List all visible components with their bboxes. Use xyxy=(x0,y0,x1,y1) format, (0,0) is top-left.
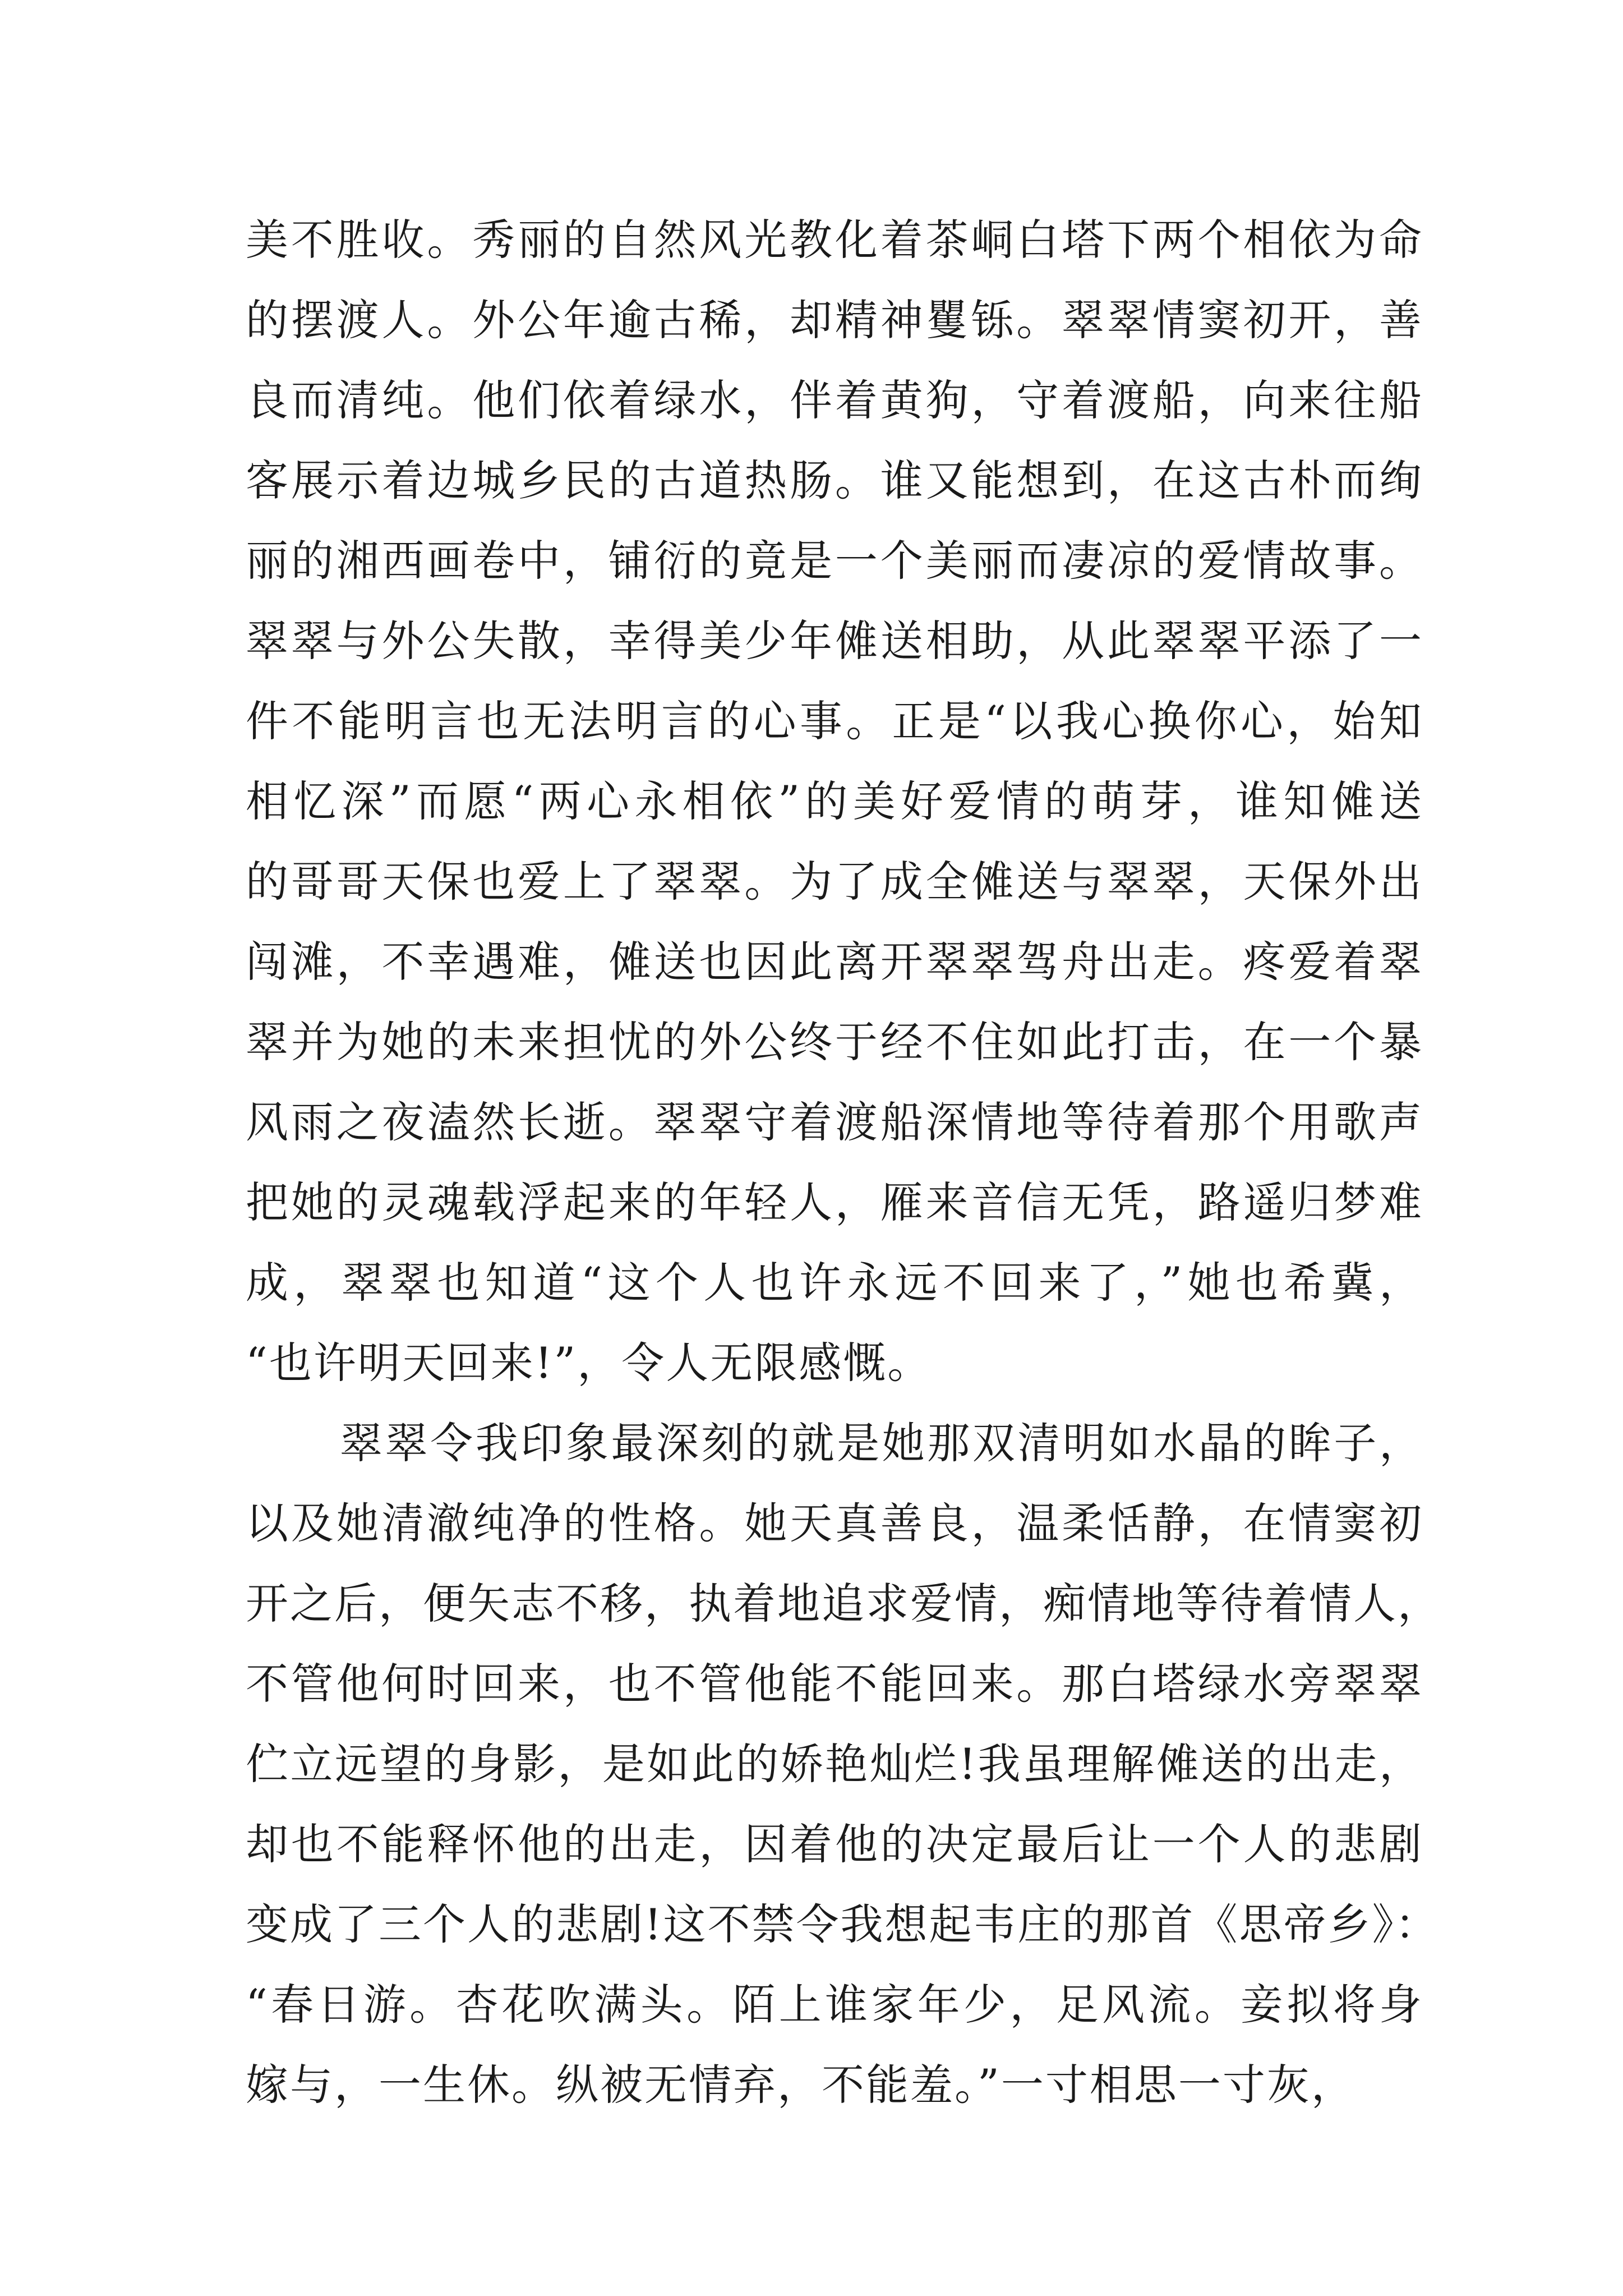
text-line: 丽的湘西画卷中，铺衍的竟是一个美丽而凄凉的爱情故事。 xyxy=(246,536,1423,586)
text-line: 风雨之夜溘然长逝。翠翠守着渡船深情地等待着那个用歌声 xyxy=(246,1097,1423,1147)
text-line: 不管他何时回来，也不管他能不能回来。那白塔绿水旁翠翠 xyxy=(246,1659,1423,1709)
text-line: 相忆深”而愿“两心永相依”的美好爱情的萌芽，谁知傩送 xyxy=(246,776,1423,826)
text-line: 以及她清澈纯净的性格。她天真善良，温柔恬静，在情窦初 xyxy=(246,1498,1423,1548)
text-line: 把她的灵魂载浮起来的年轻人，雁来音信无凭，路遥归梦难 xyxy=(246,1177,1423,1227)
text-line: 闯滩，不幸遇难，傩送也因此离开翠翠驾舟出走。疼爱着翠 xyxy=(246,937,1423,987)
body-text xyxy=(246,200,1442,2125)
paragraph xyxy=(246,1403,1442,2125)
text-line: 嫁与，一生休。纵被无情弃，不能羞。”一寸相思一寸灰， xyxy=(246,2060,1355,2110)
text-line: 的摆渡人。外公年逾古稀，却精神矍铄。翠翠情窦初开，善 xyxy=(246,295,1423,345)
paragraph xyxy=(246,200,1423,1403)
text-line: 翠翠令我印象最深刻的就是她那双清明如水晶的眸子， xyxy=(340,1418,1423,1468)
text-line: 美不胜收。秀丽的自然风光教化着茶峒白塔下两个相依为命 xyxy=(246,215,1423,265)
text-line: 翠并为她的未来担忧的外公终于经不住如此打击，在一个暴 xyxy=(246,1017,1423,1067)
text-line: 成，翠翠也知道“这个人也许永远不回来了，”她也希冀， xyxy=(246,1258,1423,1308)
text-line: 伫立远望的身影，是如此的娇艳灿烂!我虽理解傩送的出走， xyxy=(246,1739,1423,1789)
text-line: 件不能明言也无法明言的心事。正是“以我心换你心，始知 xyxy=(246,696,1423,746)
text-line: 客展示着边城乡民的古道热肠。谁又能想到，在这古朴而绚 xyxy=(246,455,1423,505)
text-line: 变成了三个人的悲剧!这不禁令我想起韦庄的那首《思帝乡》： xyxy=(246,1899,1440,1949)
text-line: “春日游。杏花吹满头。陌上谁家年少，足风流。妾拟将身 xyxy=(246,1980,1423,2030)
text-line: 却也不能释怀他的出走，因着他的决定最后让一个人的悲剧 xyxy=(246,1819,1423,1869)
text-line: 良而清纯。他们依着绿水，伴着黄狗，守着渡船，向来往船 xyxy=(246,375,1423,425)
text-line: 翠翠与外公失散，幸得美少年傩送相助，从此翠翠平添了一 xyxy=(246,616,1423,666)
text-line: “也许明天回来!”，令人无限感慨。 xyxy=(246,1338,932,1388)
text-line: 的哥哥天保也爱上了翠翠。为了成全傩送与翠翠，天保外出 xyxy=(246,857,1423,907)
text-line: 开之后，便矢志不移，执着地追求爱情，痴情地等待着情人， xyxy=(246,1579,1442,1628)
